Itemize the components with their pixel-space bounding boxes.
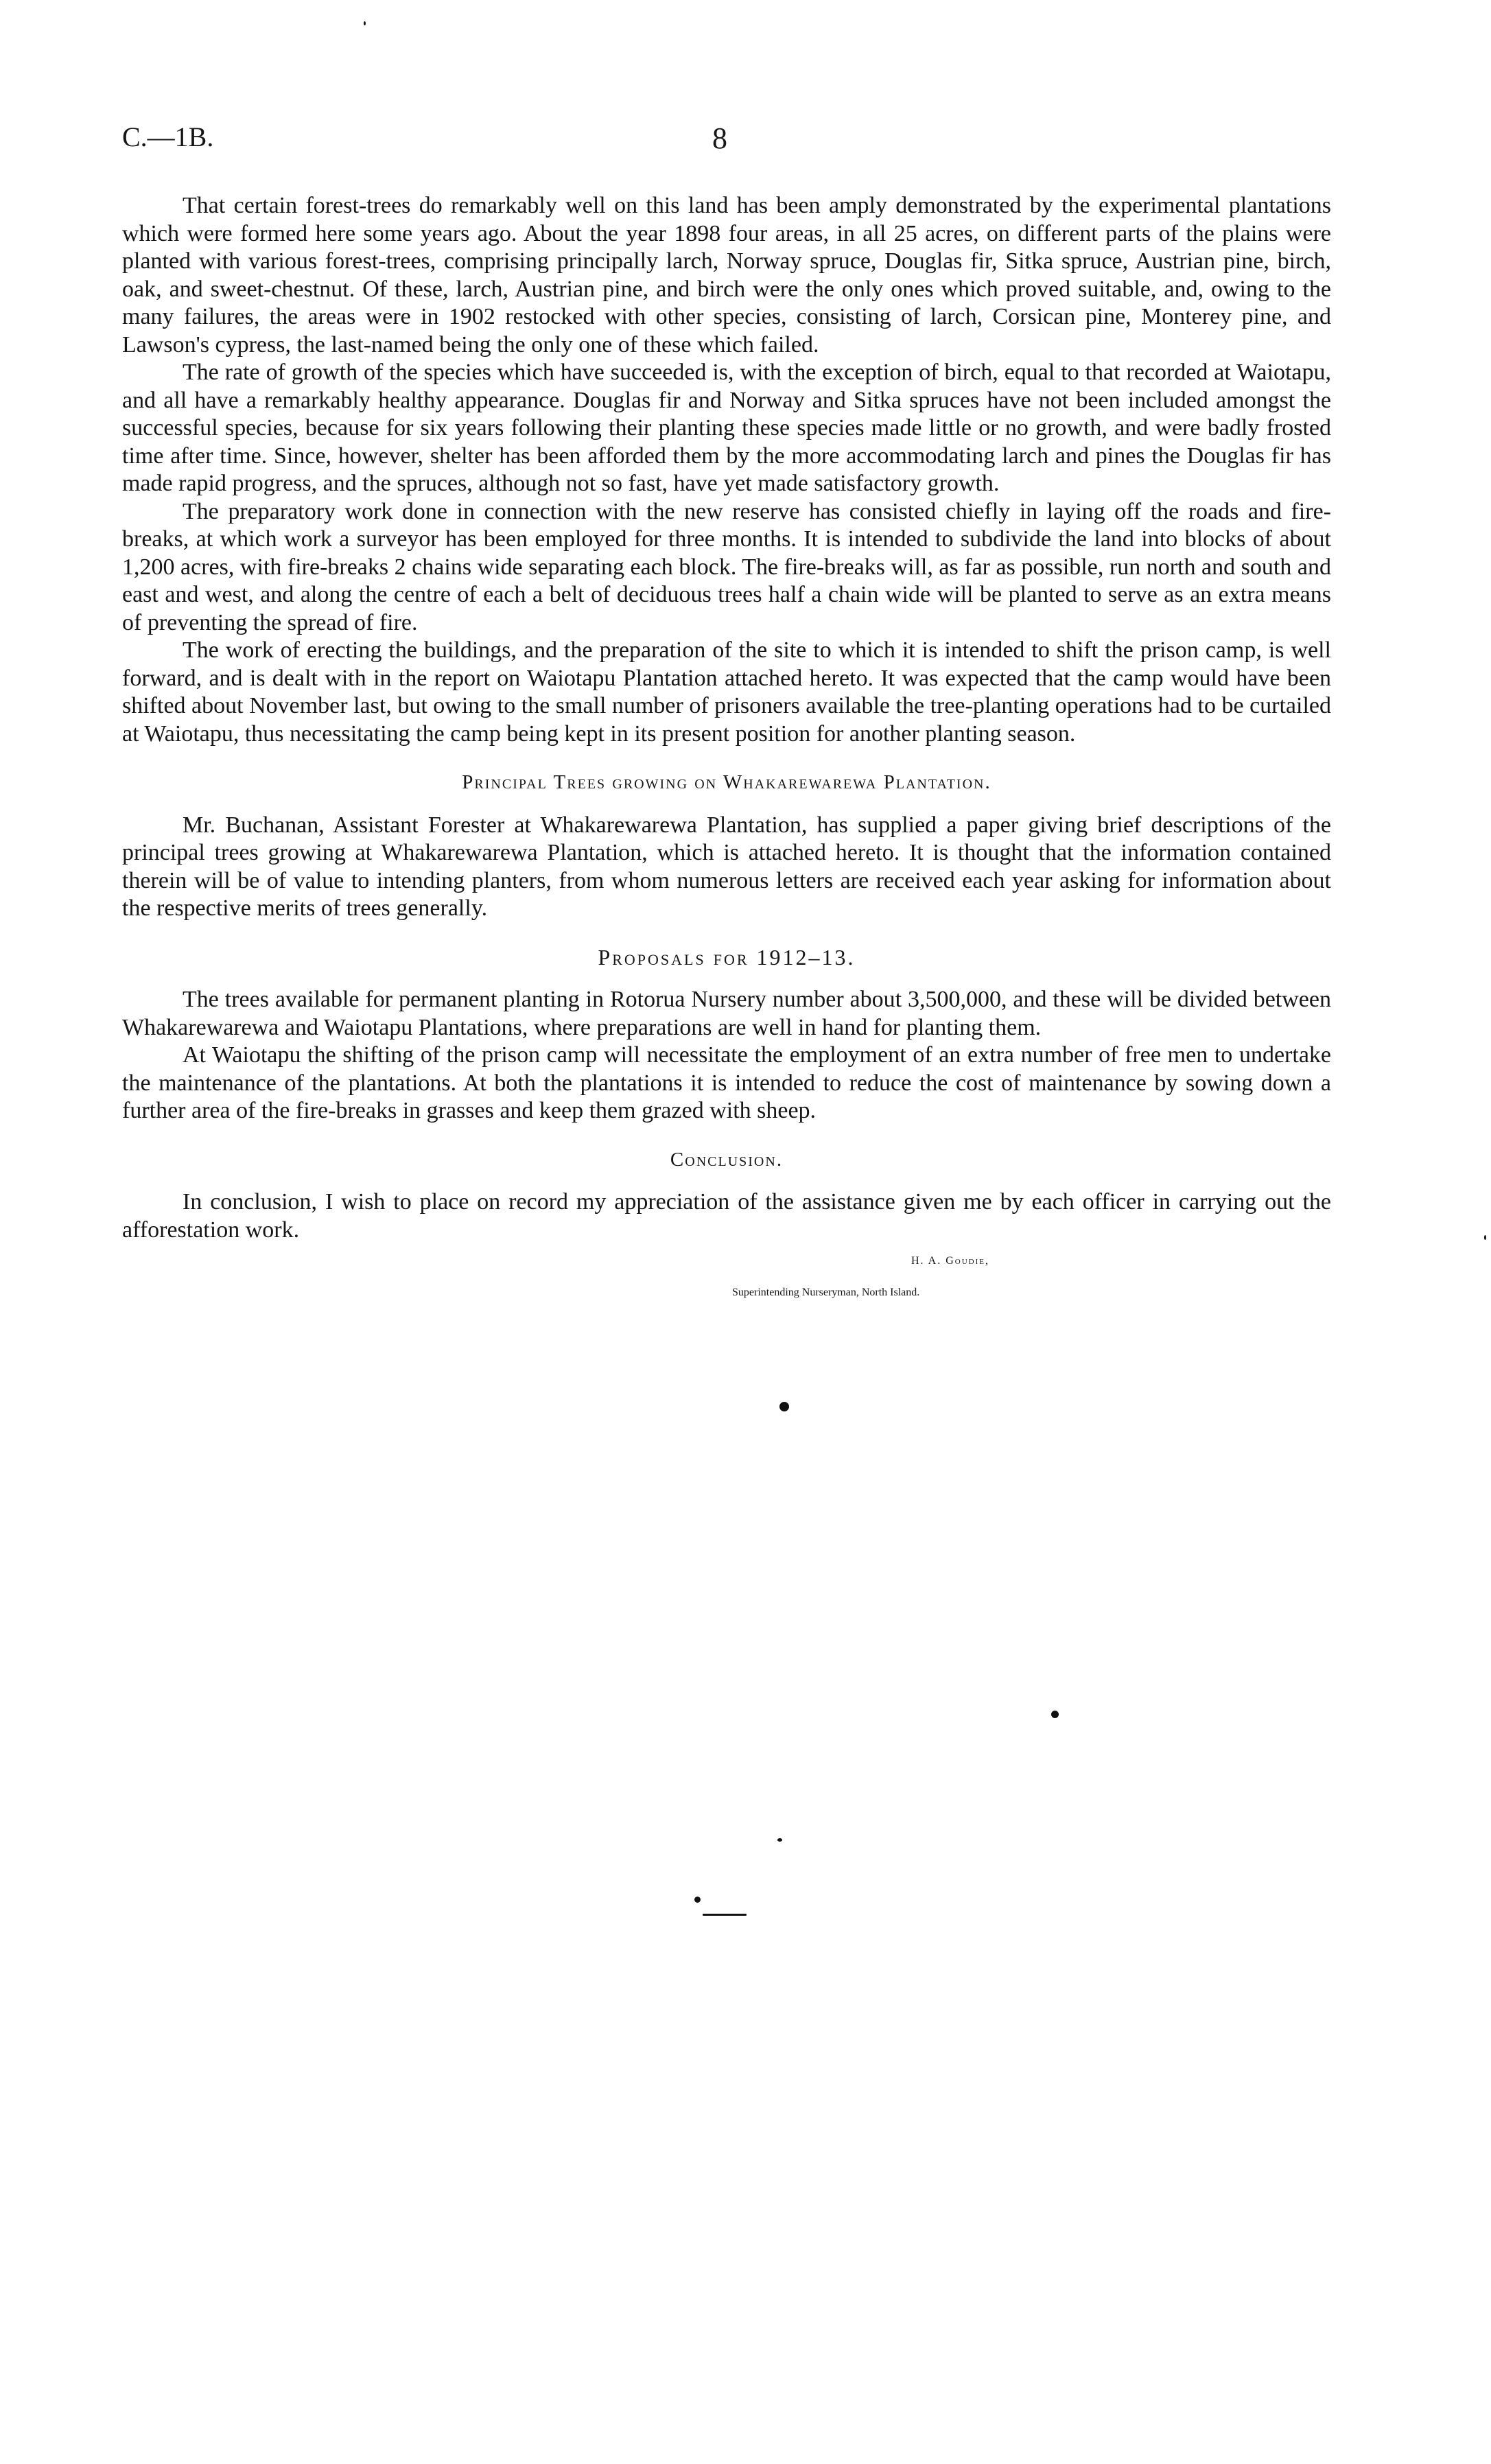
scan-speck: [777, 1838, 782, 1842]
paragraph-prison-camp: The work of erecting the buildings, and the preparation of the site to which it is intended to shift the prison camp, is well forward, and is dealt with in the report on Waiotapu Plantation attached hereto. It was expected that the camp would have been shifted about November last, but owing to the small number of prisoners available the tree-planting operations had to be curtailed at Waiotapu, thus necessitating the camp being kept in its present position for another planting season.: [122, 637, 1331, 747]
signature-block: [122, 1245, 1331, 1309]
paragraph-conclusion: In conclusion, I wish to place on record my appreciation of the assistance given me by each officer in carrying out the afforestation work.: [122, 1189, 1331, 1243]
paragraph-rate-of-growth: The rate of growth of the species which have succeeded is, with the exception of birch, equal to that recorded at Waiotapu, and all have a remarkably healthy appearance. Douglas fir and Norway and Sitka spruces have not been included amongst the successful species, because for six years following their planting these species made little or no growth, and were badly frosted time after time. Since, however, shelter has been afforded them by the more accommodating larch and pines the Douglas fir has made rapid progress, and the spruces, although not so fast, have yet made satisfactory growth.: [122, 360, 1331, 496]
paragraph-maintenance: At Waiotapu the shifting of the prison camp will necessitate the employment of an extra number of free men to undertake the maintenance of the plantations. At both the plantations it is intended to reduce the cost of maintenance by sowing down a further area of the fire-breaks in grasses and keep them grazed with sheep.: [122, 1042, 1331, 1123]
scan-mark: [703, 1914, 747, 1916]
signatory-title: Superintending Nurseryman, North Island.: [732, 1287, 920, 1298]
page-number: 8: [712, 121, 727, 155]
scan-speck: [694, 1897, 701, 1903]
paragraph-preparatory-work: The preparatory work done in connection with the new reserve has consisted chiefly in laying off the roads and fire-breaks, at which work a surveyor has been employed for three months. It is intended to subdivide the land into blocks of about 1,200 acres, with fire-breaks 2 chains wide separating each block. The fire-breaks will, as far as possible, run north and south and east and west, and along the centre of each a belt of deciduous trees half a chain wide will be planted to serve as an extra means of preventing the spread of fire.: [122, 498, 1331, 635]
scan-speck: [1051, 1711, 1059, 1718]
heading-principal-trees: Principal Trees growing on Whakarewarewa Plantation.: [462, 771, 991, 793]
page-header: [122, 121, 1330, 162]
scan-speck: [364, 21, 366, 25]
document-reference: C.—1B.: [122, 121, 214, 152]
scan-speck: [779, 1402, 789, 1411]
paragraph-buchanan-paper: Mr. Buchanan, Assistant Forester at Whakarewarewa Plantation, has supplied a paper giving brief descriptions of the principal trees growing at Whakarewarewa Plantation, which is attached hereto. It is thought that the information contained therein will be of value to intending planters, from whom numerous letters are received each year asking for information about the respective merits of trees generally.: [122, 812, 1331, 921]
signatory-name: H. A. Goudie,: [911, 1255, 989, 1267]
heading-conclusion: Conclusion.: [670, 1148, 784, 1171]
report-body: [122, 192, 1331, 1309]
scan-speck: [1484, 1235, 1486, 1240]
heading-proposals: Proposals for 1912–13.: [598, 944, 856, 970]
paragraph-experimental-plantations: That certain forest-trees do remarkably well on this land has been amply demonstrated by the experimental plantations which were formed here some years ago. About the year 1898 four areas, in all 25 acres, on different parts of the plains were planted with various forest-trees, comprising principally larch, Norway spruce, Douglas fir, Sitka spruce, Austrian pine, birch, oak, and sweet-chestnut. Of these, larch, Austrian pine, and birch were the only ones which proved suitable, and, owing to the many failures, the areas were in 1902 restocked with other species, consisting of larch, Corsican pine, Monterey pine, and Lawson's cypress, the last-named being the only one of these which failed.: [122, 193, 1331, 357]
paragraph-nursery-trees: The trees available for permanent planting in Rotorua Nursery number about 3,500,000, and these will be divided between Whakarewarewa and Waiotapu Plantations, where preparations are well in hand for planting them.: [122, 987, 1331, 1040]
